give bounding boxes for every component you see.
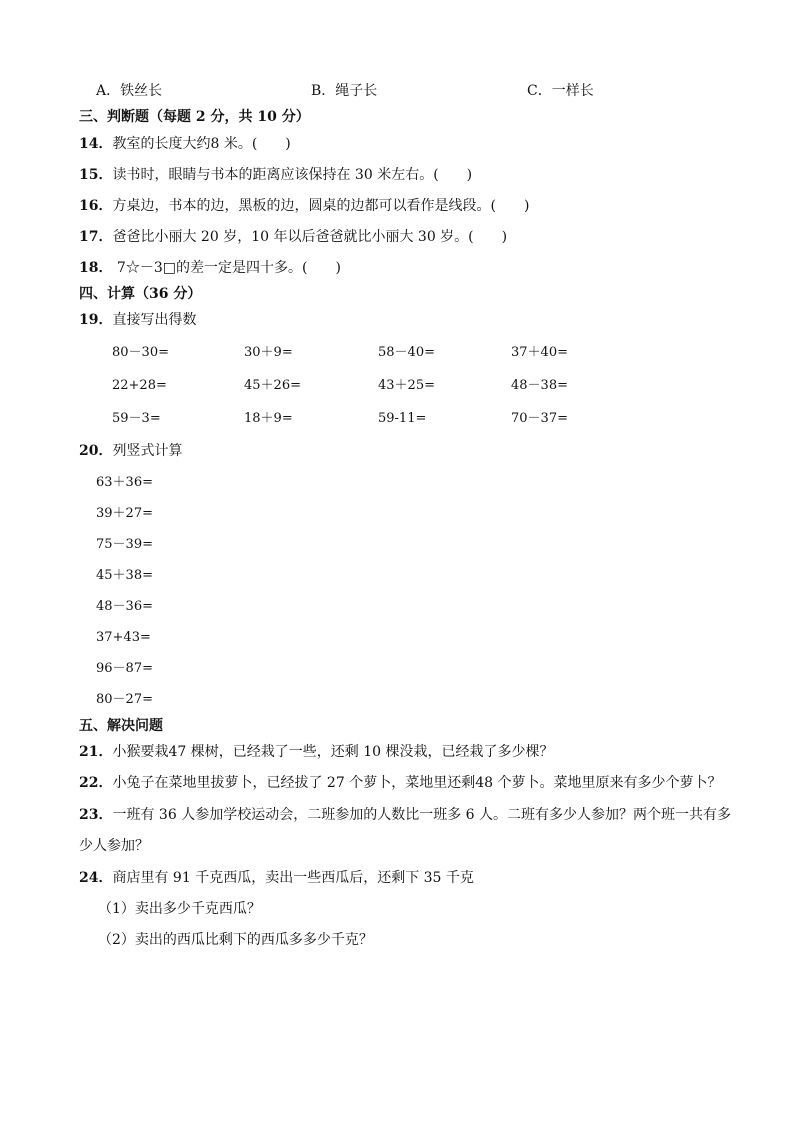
question-text: 直接写出得数 <box>112 312 197 328</box>
question-24-sub1: （1）卖出多少千克西瓜？ <box>98 901 261 917</box>
choice-b: B．绳子长 <box>311 83 378 99</box>
question-text: 小兔子在菜地里拔萝卜，已经拔了 27 个萝卜，菜地里还剩48 个萝卜。菜地里原来有多少个萝卜？ <box>112 775 722 791</box>
vertical-calc-item: 45＋38= <box>96 568 153 583</box>
mental-calc-item: 45＋26= <box>244 378 301 393</box>
question-text: 方桌边，书本的边，黑板的边，圆桌的边都可以看作是线段。( ) <box>112 198 530 214</box>
question-22 <box>79 774 721 792</box>
question-23 <box>79 806 731 824</box>
mental-calc-item: 59－3= <box>112 411 161 426</box>
question-23-continued: 少人参加？ <box>79 838 149 854</box>
vertical-calc-item: 39＋27= <box>96 506 153 521</box>
mental-calc-item: 30＋9= <box>244 345 293 360</box>
question-number: 20． <box>79 443 113 459</box>
vertical-calc-item: 37+43= <box>96 630 151 645</box>
question-15 <box>79 166 472 184</box>
vertical-calc-item: 75－39= <box>96 537 153 552</box>
question-number: 23． <box>79 807 113 823</box>
vertical-calc-item: 63＋36= <box>96 475 153 490</box>
question-17 <box>79 228 507 246</box>
mental-calc-item: 43＋25= <box>378 378 435 393</box>
mental-calc-item: 58－40= <box>378 345 435 360</box>
question-number: 15． <box>79 167 113 183</box>
question-24 <box>79 869 474 887</box>
mental-calc-item: 22+28= <box>112 378 167 393</box>
mental-calc-item: 37＋40= <box>511 345 568 360</box>
choice-a: A．铁丝长 <box>96 83 163 99</box>
question-text: 教室的长度大约8 米。( ) <box>112 136 291 152</box>
choice-c: C．一样长 <box>527 83 594 99</box>
question-21 <box>79 743 553 761</box>
question-text: 小猴要栽47 棵树，已经栽了一些，还剩 10 棵没栽，已经栽了多少棵？ <box>112 744 554 760</box>
question-text: 读书时，眼睛与书本的距离应该保持在 30 米左右。( ) <box>112 167 473 183</box>
vertical-calc-item: 48－36= <box>96 599 153 614</box>
section4-heading: 四、计算（36 分） <box>79 286 202 302</box>
section5-heading: 五、解决问题 <box>79 718 163 734</box>
mental-calc-item: 18＋9= <box>244 411 293 426</box>
question-text: 列竖式计算 <box>112 443 183 459</box>
question-20 <box>79 442 182 460</box>
question-text: 商店里有 91 千克西瓜，卖出一些西瓜后，还剩下 35 千克 <box>112 870 474 886</box>
mental-calc-item: 48－38= <box>511 378 568 393</box>
question-number: 14． <box>79 136 113 152</box>
mental-calc-item: 70－37= <box>511 411 568 426</box>
question-14 <box>79 135 291 153</box>
question-number: 22． <box>79 775 113 791</box>
question-number: 19． <box>79 312 113 328</box>
mental-calc-item: 59-11= <box>378 411 427 426</box>
question-number: 24． <box>79 870 113 886</box>
question-number: 18． <box>79 260 113 276</box>
vertical-calc-item: 80－27= <box>96 692 153 707</box>
vertical-calc-item: 96－87= <box>96 661 153 676</box>
section3-heading: 三、判断题（每题 2 分，共 10 分） <box>79 109 310 125</box>
question-18 <box>79 259 341 277</box>
question-text: 爸爸比小丽大 20 岁，10 年以后爸爸就比小丽大 30 岁。( ) <box>112 229 508 245</box>
question-16 <box>79 197 529 215</box>
question-number: 21． <box>79 744 113 760</box>
question-text: 一班有 36 人参加学校运动会，二班参加的人数比一班多 6 人。二班有多少人参加？两个班一共有多 <box>112 807 732 823</box>
question-number: 16． <box>79 198 113 214</box>
mental-calc-item: 80－30= <box>112 345 169 360</box>
question-number: 17． <box>79 229 113 245</box>
question-19 <box>79 311 196 329</box>
question-24-sub2: （2）卖出的西瓜比剩下的西瓜多多少千克？ <box>98 932 373 948</box>
question-text: 7☆－3□的差一定是四十多。( ) <box>112 260 341 276</box>
